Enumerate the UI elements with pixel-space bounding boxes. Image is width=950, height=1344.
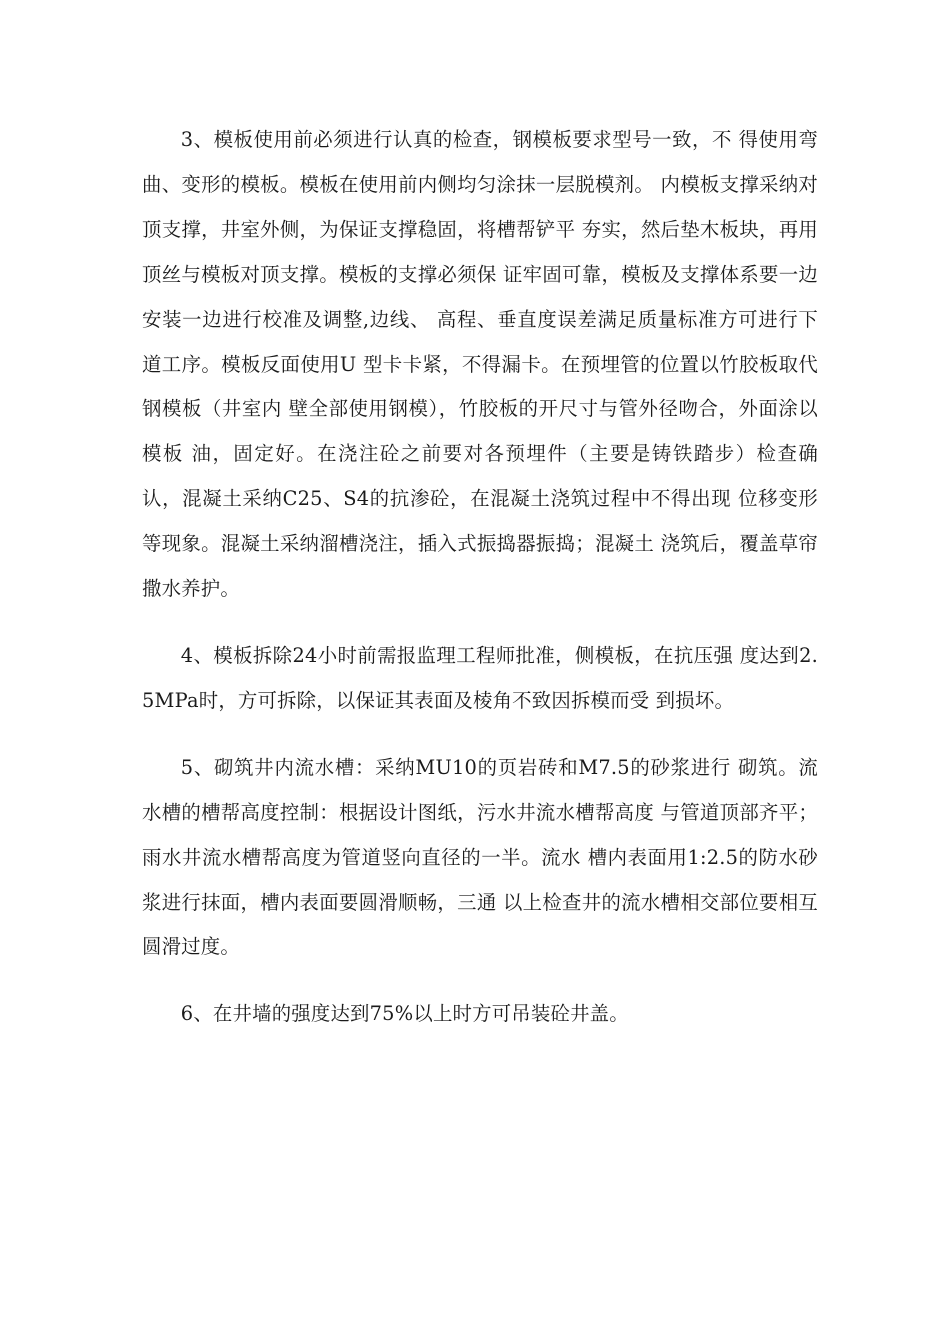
paragraph-formwork-removal: 4、模板拆除24小时前需报监理工程师批准，侧模板，在抗压强 度达到2.5MPa时，方可拆除，以保证其表面及棱角不致因拆模而受 到损坏。 [142,643,818,712]
paragraph-formwork-inspection: 3、模板使用前必须进行认真的检查，钢模板要求型号一致，不 得使用弯曲、变形的模板。模板在使用前内侧均匀涂抹一层脱模剂。 内模板支撑采纳对顶支撑，井室外侧，为保证支撑稳固，将槽帮铲平 夯实，然后垫木板块，再用顶丝与模板对顶支撑。模板的支撑必须保 证牢固可靠，模板及支撑体系要一边安装一边进行校准及调整,边线、 高程、垂直度误差满足质量标准方可进行下道工序。模板反面使用U 型卡卡紧，不得漏卡。在预埋管的位置以竹胶板取代钢模板（井室内 壁全部使用钢模），竹胶板的开尺寸与管外径吻合，外面涂以模板 油，固定好。在浇注砼之前要对各预埋件（主要是铸铁踏步）检查确 认，混凝土采纳C25、S4的抗渗砼，在混凝土浇筑过程中不得出现 位移变形等现象。混凝土采纳溜槽浇注，插入式振捣器振捣；混凝土 浇筑后，覆盖草帘撒水养护。 [142,128,818,601]
document-body [142,118,818,1059]
paragraph-well-cover: 6、在井墙的强度达到75%以上时方可吊装砼井盖。 [180,1002,629,1026]
paragraph-flow-channel: 5、砌筑井内流水槽：采纳MU10的页岩砖和M7.5的砂浆进行 砌筑。流水槽的槽帮高度控制：根据设计图纸，污水井流水槽帮高度 与管道顶部齐平；雨水井流水槽帮高度为管道竖向直径的一半。流水 槽内表面用1:2.5的防水砂浆进行抹面，槽内表面要圆滑顺畅，三通 以上检查井的流水槽相交部位要相互圆滑过度。 [142,755,818,959]
